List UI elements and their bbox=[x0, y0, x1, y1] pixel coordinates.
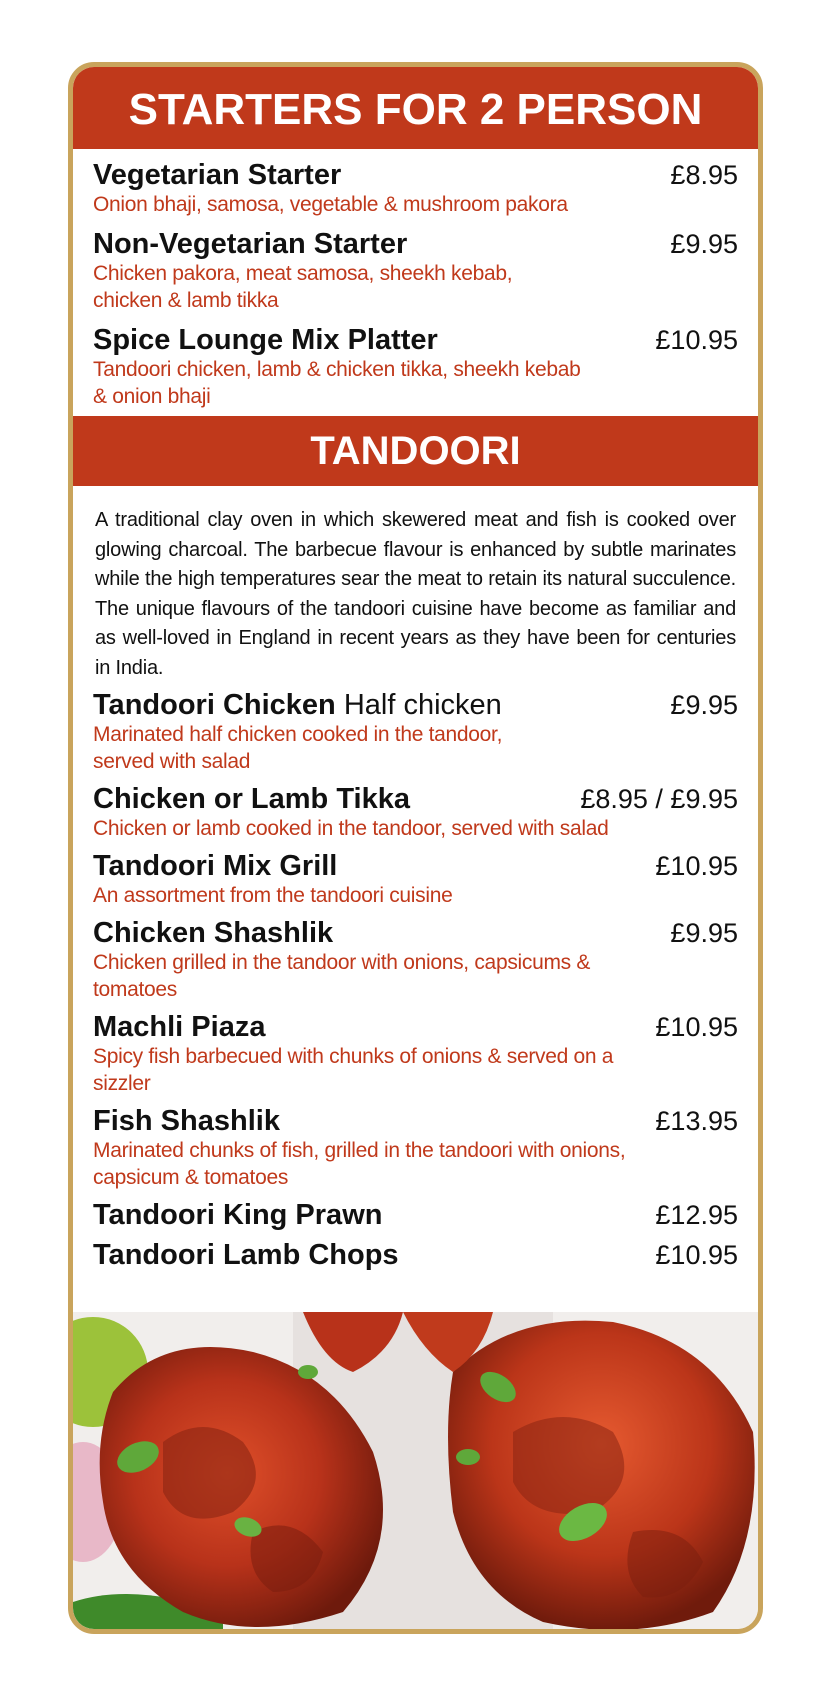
item-price: £12.95 bbox=[655, 1200, 738, 1230]
tandoori-intro: A traditional clay oven in which skewered meat and fish is cooked over glowing charcoal. The barbecue flavour is enhanced by subtle marinates while the high temperatures sear the meat to retain its natural succulence. The unique flavours of the tandoori cuisine have become as familiar and as well-loved in England in recent years as they have been for centuries in India. bbox=[95, 509, 736, 679]
item-price: £10.95 bbox=[655, 325, 738, 355]
item-description: An assortment from the tandoori cuisine bbox=[93, 884, 453, 907]
item-price: £8.95 / £9.95 bbox=[580, 784, 738, 814]
menu-item bbox=[93, 917, 738, 1003]
menu-item bbox=[93, 689, 738, 775]
menu-item bbox=[93, 228, 738, 314]
tandoori-title: TANDOORI bbox=[310, 429, 521, 473]
item-price: £9.95 bbox=[670, 690, 738, 720]
item-price: £13.95 bbox=[655, 1106, 738, 1136]
tandoori-list bbox=[73, 689, 758, 1271]
item-description: Chicken or lamb cooked in the tandoor, served with salad bbox=[93, 817, 609, 840]
item-price: £9.95 bbox=[670, 918, 738, 948]
menu-item bbox=[93, 850, 738, 909]
starters-list bbox=[73, 149, 758, 410]
item-name: Chicken Shashlik bbox=[93, 917, 334, 949]
item-price: £10.95 bbox=[655, 1240, 738, 1270]
item-description: Chicken pakora, meat samosa, sheekh kebab, chicken & lamb tikka bbox=[93, 262, 513, 312]
item-name: Spice Lounge Mix Platter bbox=[93, 324, 438, 356]
menu-item bbox=[93, 324, 738, 410]
item-name: Tandoori King Prawn bbox=[93, 1199, 383, 1231]
item-price: £10.95 bbox=[655, 851, 738, 881]
item-name: Chicken or Lamb Tikka bbox=[93, 783, 410, 815]
menu-item bbox=[93, 783, 738, 842]
menu-item bbox=[93, 1011, 738, 1097]
item-note: Half chicken bbox=[335, 689, 502, 721]
item-description: Marinated chunks of fish, grilled in the tandoori with onions, capsicum & tomatoes bbox=[93, 1139, 626, 1189]
item-name: Tandoori Mix Grill bbox=[93, 850, 338, 882]
item-description: Marinated half chicken cooked in the tandoor, served with salad bbox=[93, 723, 503, 773]
item-name: Vegetarian Starter bbox=[93, 159, 342, 191]
item-description: Spicy fish barbecued with chunks of onions & served on a sizzler bbox=[93, 1045, 614, 1095]
starters-title: STARTERS FOR 2 PERSON bbox=[128, 85, 703, 134]
menu-item bbox=[93, 1105, 738, 1191]
item-name: Fish Shashlik bbox=[93, 1105, 280, 1137]
item-price: £10.95 bbox=[655, 1012, 738, 1042]
item-description: Onion bhaji, samosa, vegetable & mushroom pakora bbox=[93, 193, 568, 216]
item-name: Tandoori Chicken bbox=[93, 689, 336, 721]
tandoori-header bbox=[73, 416, 758, 486]
item-name: Non-Vegetarian Starter bbox=[93, 228, 408, 260]
item-description: Tandoori chicken, lamb & chicken tikka, sheekh kebab & onion bhaji bbox=[93, 358, 581, 408]
item-description: Chicken grilled in the tandoor with onions, capsicums & tomatoes bbox=[93, 951, 591, 1001]
menu-item bbox=[93, 159, 738, 218]
item-name: Tandoori Lamb Chops bbox=[93, 1239, 399, 1271]
item-price: £9.95 bbox=[670, 229, 738, 259]
menu-item bbox=[93, 1199, 738, 1231]
menu-card bbox=[68, 62, 763, 1634]
menu-item bbox=[93, 1239, 738, 1271]
item-price: £8.95 bbox=[670, 160, 738, 190]
item-name: Machli Piaza bbox=[93, 1011, 266, 1043]
starters-header bbox=[73, 67, 758, 149]
food-photo bbox=[73, 1312, 758, 1629]
